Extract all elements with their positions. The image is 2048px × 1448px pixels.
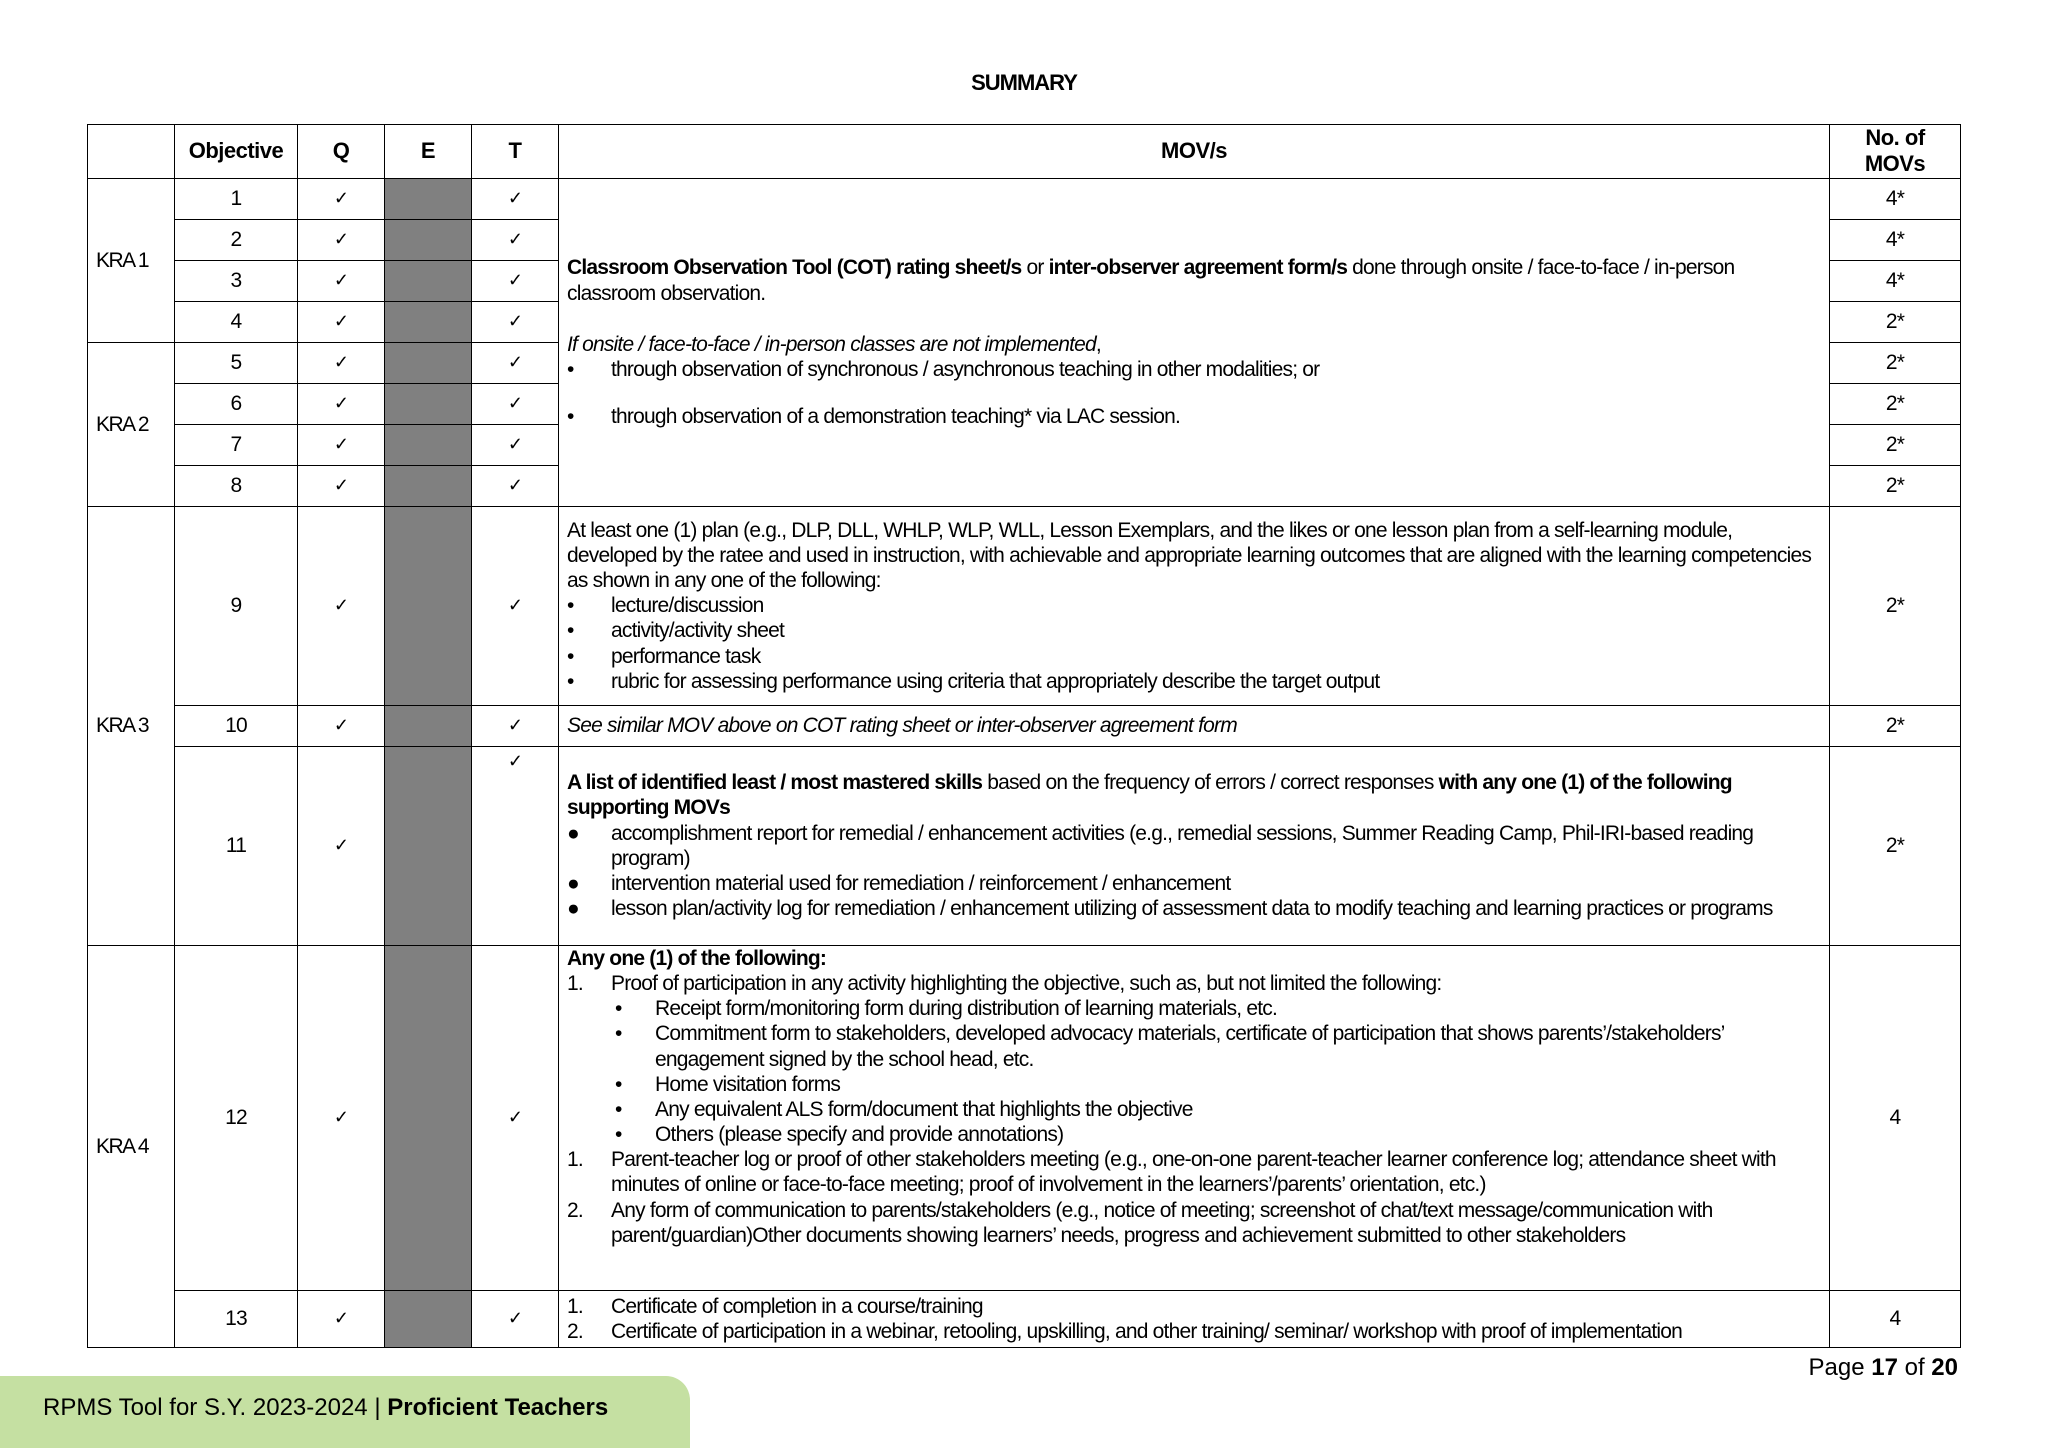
kra-label: KRA 3 xyxy=(88,506,175,945)
objective-number: 3 xyxy=(175,260,298,301)
e-cell xyxy=(385,260,472,301)
e-cell xyxy=(385,301,472,342)
q-check: ✓ xyxy=(298,301,385,342)
t-check: ✓ xyxy=(472,260,559,301)
mov-numbered-list xyxy=(567,1294,1821,1344)
list-item: • rubric for assessing performance using criteria that appropriately describe the target output xyxy=(567,669,1380,693)
e-cell xyxy=(385,178,472,219)
t-check: ✓ xyxy=(472,746,559,945)
mov-paragraph: A list of identified least / most mastered skills based on the frequency of errors / correct responses with any one (1) of the following supporting MOVs xyxy=(567,771,1732,820)
list-item: • Any equivalent ALS form/document that highlights the objective xyxy=(615,1097,1193,1121)
t-check: ✓ xyxy=(472,178,559,219)
kra-label: KRA 4 xyxy=(88,945,175,1347)
mov-cell-obj-11 xyxy=(559,746,1830,945)
q-check: ✓ xyxy=(298,260,385,301)
list-item: 1. Parent-teacher log or proof of other stakeholders meeting (e.g., one-on-one parent-teacher learner conference log; attendance sheet with minutes of online or face-to-face meeting; proof of involvement in the learners’/parents’ orientation, etc.) xyxy=(567,1148,1776,1197)
table-row xyxy=(88,746,1961,945)
list-item: 1. Certificate of completion in a course/training xyxy=(567,1294,983,1318)
page-title: SUMMARY xyxy=(971,70,1077,95)
objective-number: 4 xyxy=(175,301,298,342)
header-objective: Objective xyxy=(175,125,298,179)
header-e: E xyxy=(385,125,472,179)
mov-count: 2* xyxy=(1830,705,1961,746)
q-check: ✓ xyxy=(298,1290,385,1347)
t-check: ✓ xyxy=(472,219,559,260)
list-item: • activity/activity sheet xyxy=(567,619,784,643)
mov-count: 4* xyxy=(1830,219,1961,260)
q-check: ✓ xyxy=(298,506,385,705)
e-cell xyxy=(385,705,472,746)
e-cell xyxy=(385,1290,472,1347)
list-item: ● intervention material used for remediation / reinforcement / enhancement xyxy=(567,871,1231,895)
list-item: • Others (please specify and provide annotations) xyxy=(615,1123,1064,1147)
mov-list xyxy=(567,357,1821,429)
mov-numbered-list xyxy=(567,1147,1821,1248)
e-cell xyxy=(385,219,472,260)
q-check: ✓ xyxy=(298,178,385,219)
header-movs: MOV/s xyxy=(559,125,1830,179)
mov-cell-obj-1-8 xyxy=(559,178,1830,506)
q-check: ✓ xyxy=(298,746,385,945)
mov-count: 2* xyxy=(1830,342,1961,383)
t-check: ✓ xyxy=(472,383,559,424)
objective-number: 2 xyxy=(175,219,298,260)
list-item: • lecture/discussion xyxy=(567,594,764,618)
e-cell xyxy=(385,945,472,1290)
mov-count: 4 xyxy=(1830,1290,1961,1347)
mov-paragraph: If onsite / face-to-face / in-person classes are not implemented, xyxy=(567,332,1101,356)
mov-count: 2* xyxy=(1830,301,1961,342)
t-check: ✓ xyxy=(472,945,559,1290)
objective-number: 11 xyxy=(175,746,298,945)
header-t: T xyxy=(472,125,559,179)
table-row xyxy=(88,178,1961,219)
kra-label: KRA 2 xyxy=(88,342,175,506)
q-check: ✓ xyxy=(298,342,385,383)
list-item: • through observation of synchronous / asynchronous teaching in other modalities; or xyxy=(567,357,1320,381)
table-row xyxy=(88,705,1961,746)
objective-number: 7 xyxy=(175,424,298,465)
objective-number: 12 xyxy=(175,945,298,1290)
mov-sub-list xyxy=(567,996,1821,1147)
mov-list xyxy=(567,593,1821,694)
e-cell xyxy=(385,506,472,705)
mov-cell-obj-12 xyxy=(559,945,1830,1290)
mov-count: 2* xyxy=(1830,465,1961,506)
mov-count: 4* xyxy=(1830,178,1961,219)
mov-count: 2* xyxy=(1830,746,1961,945)
mov-list xyxy=(567,821,1821,922)
list-item: • Home visitation forms xyxy=(615,1072,841,1096)
mov-count: 4 xyxy=(1830,945,1961,1290)
mov-paragraph: At least one (1) plan (e.g., DLP, DLL, WHLP, WLP, WLL, Lesson Exemplars, and the likes or one lesson plan from a self-learning module, developed by the ratee and used in instruction, with achievable and appropriate learning outcomes that are aligned with the learning competencies as shown in any one of the following: xyxy=(567,518,1812,592)
objective-number: 9 xyxy=(175,506,298,705)
e-cell xyxy=(385,342,472,383)
summary-table xyxy=(87,124,1961,1348)
t-check: ✓ xyxy=(472,506,559,705)
t-check: ✓ xyxy=(472,424,559,465)
t-check: ✓ xyxy=(472,705,559,746)
t-check: ✓ xyxy=(472,465,559,506)
list-item: • performance task xyxy=(567,644,761,668)
mov-count: 4* xyxy=(1830,260,1961,301)
list-item: 2. Certificate of participation in a webinar, retooling, upskilling, and other training/ seminar/ workshop with proof of implementation xyxy=(567,1319,1683,1343)
table-row xyxy=(88,506,1961,705)
header-q: Q xyxy=(298,125,385,179)
list-item: • Receipt form/monitoring form during distribution of learning materials, etc. xyxy=(615,997,1277,1021)
mov-cell-obj-10: See similar MOV above on COT rating sheet or inter-observer agreement form xyxy=(559,705,1830,746)
mov-heading: Any one (1) of the following: xyxy=(567,946,827,970)
mov-cell-obj-13 xyxy=(559,1290,1830,1347)
t-check: ✓ xyxy=(472,301,559,342)
t-check: ✓ xyxy=(472,342,559,383)
q-check: ✓ xyxy=(298,424,385,465)
list-item: 2. Any form of communication to parents/stakeholders (e.g., notice of meeting; screenshot of chat/text message/communication with parent/guardian)Other documents showing learners’ needs, progress and achievement submitted to other stakeholders xyxy=(567,1198,1713,1247)
list-item: • through observation of a demonstration teaching* via LAC session. xyxy=(567,405,1181,429)
q-check: ✓ xyxy=(298,383,385,424)
objective-number: 1 xyxy=(175,178,298,219)
table-row xyxy=(88,1290,1961,1347)
mov-count: 2* xyxy=(1830,506,1961,705)
list-item: • Commitment form to stakeholders, developed advocacy materials, certificate of participation that shows parents’/stakeholders’ engagement signed by the school head, etc. xyxy=(615,1022,1724,1071)
objective-number: 6 xyxy=(175,383,298,424)
objective-number: 5 xyxy=(175,342,298,383)
page-number: Page 17 of 20 xyxy=(1808,1354,1958,1381)
objective-number: 13 xyxy=(175,1290,298,1347)
mov-cell-obj-9 xyxy=(559,506,1830,705)
mov-count: 2* xyxy=(1830,383,1961,424)
q-check: ✓ xyxy=(298,705,385,746)
t-check: ✓ xyxy=(472,1290,559,1347)
objective-number: 10 xyxy=(175,705,298,746)
q-check: ✓ xyxy=(298,465,385,506)
list-item: ● lesson plan/activity log for remediation / enhancement utilizing of assessment data to modify teaching and learning practices or programs xyxy=(567,897,1773,921)
objective-number: 8 xyxy=(175,465,298,506)
e-cell xyxy=(385,746,472,945)
e-cell xyxy=(385,424,472,465)
header-count: No. of MOVs xyxy=(1830,125,1961,179)
footer-text: RPMS Tool for S.Y. 2023-2024 | Proficient Teachers xyxy=(43,1394,609,1421)
q-check: ✓ xyxy=(298,945,385,1290)
kra-label: KRA 1 xyxy=(88,178,175,342)
header-kra xyxy=(88,125,175,179)
table-header-row xyxy=(88,125,1961,179)
q-check: ✓ xyxy=(298,219,385,260)
mov-count: 2* xyxy=(1830,424,1961,465)
mov-paragraph: Classroom Observation Tool (COT) rating sheet/s or inter-observer agreement form/s done through onsite / face-to-face / in-person classroom observation. xyxy=(567,256,1735,305)
e-cell xyxy=(385,383,472,424)
list-item: ● accomplishment report for remedial / enhancement activities (e.g., remedial sessions, Summer Reading Camp, Phil-IRI-based reading program) xyxy=(567,821,1754,870)
list-item: 1. Proof of participation in any activity highlighting the objective, such as, but not limited the following: xyxy=(567,971,1442,995)
table-row xyxy=(88,945,1961,1290)
e-cell xyxy=(385,465,472,506)
mov-numbered-list xyxy=(567,971,1821,996)
